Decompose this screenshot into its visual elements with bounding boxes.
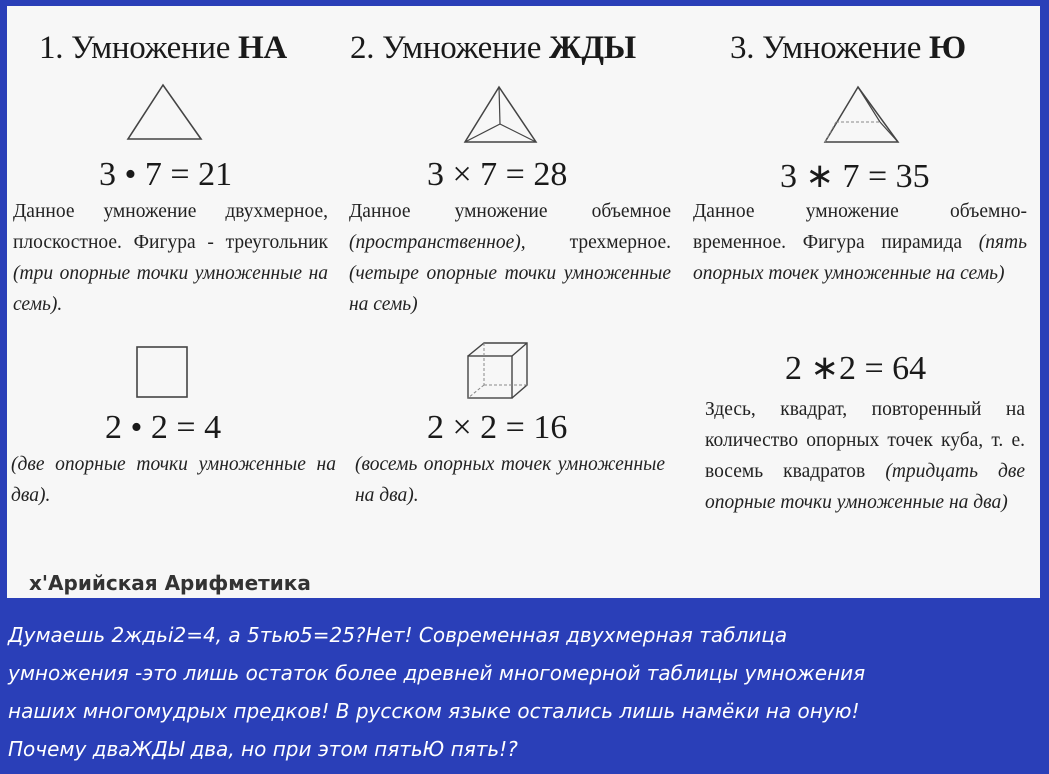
caption-line-1: Думаешь 2ждьі2=4, а 5тью5=25?Нет! Современная двухмерная таблица	[8, 623, 788, 647]
column-2-description-2-italic: (восемь опорных точек умноженные на два).	[355, 454, 665, 506]
column-3-title-prefix: 3. Умножение	[730, 30, 930, 66]
column-2-description-2	[355, 449, 665, 511]
column-1-title-bold: НА	[238, 30, 287, 66]
square-figure	[135, 345, 189, 399]
pyramid-figure	[822, 84, 902, 146]
column-2-description-1	[349, 196, 671, 320]
column-3-description-2-text: Здесь, квадрат, повторенный на количество опорных точек куба, т. е. восемь квадратов	[705, 399, 1025, 482]
column-3-title	[730, 30, 966, 67]
column-2-equation-1: 3 × 7 = 28	[427, 156, 568, 193]
column-2-title-prefix: 2. Умножение	[350, 30, 550, 66]
column-2-equation-2: 2 × 2 = 16	[427, 409, 568, 446]
brand-watermark: х'Арийская Арифметика	[29, 571, 311, 595]
column-1-title-prefix: 1. Умножение	[39, 30, 239, 66]
column-2-description-1-text-b: трехмерное.	[569, 232, 671, 253]
caption-line-2: умножения -это лишь остаток более древней многомерной таблицы умножения	[8, 661, 866, 685]
column-3-description-2	[705, 394, 1025, 518]
column-3-description-1	[693, 196, 1027, 289]
slide-panel	[7, 6, 1040, 598]
tetrahedron-figure	[462, 84, 540, 146]
column-1-description-1-text: Данное умножение двухмерное, плоскостное. Фигура - треугольник	[13, 201, 328, 253]
column-3-equation-2: 2 ∗2 = 64	[785, 350, 927, 387]
column-3-description-1-text: Данное умножение объемно-временное. Фигура пирамида	[693, 201, 1027, 253]
column-1-title	[39, 30, 287, 67]
caption-line-3: наших многомудрых предков! В русском языке остались лишь намёки на оную!	[8, 699, 860, 723]
column-2-description-1-italic-b: (четыре опорные точки умноженные на семь)	[349, 263, 671, 315]
column-2-title	[350, 30, 636, 67]
column-1-description-2-italic: (две опорные точки умноженные на два).	[11, 454, 336, 506]
column-3-equation-1: 3 ∗ 7 = 35	[780, 158, 930, 195]
column-2-description-1-text-a: Данное умножение объемное	[349, 201, 671, 222]
caption-line-4: Почему дваЖДЫ два, но при этом пятьЮ пять!?	[8, 737, 518, 761]
column-1-description-1-italic: (три опорные точки умноженные на семь).	[13, 263, 328, 315]
column-1-equation-2: 2 • 2 = 4	[105, 409, 222, 446]
column-3-description-1-italic: (пять опорных точек умноженные на семь)	[693, 232, 1027, 284]
caption-text	[8, 616, 1038, 768]
column-1-description-2	[11, 449, 336, 511]
column-1-description-1	[13, 196, 328, 320]
cube-figure	[465, 340, 531, 402]
triangle-figure	[125, 82, 205, 142]
column-3-title-bold: Ю	[929, 30, 966, 66]
column-3-description-2-italic: (тридцать две опорные точки умноженные на два)	[705, 461, 1025, 513]
column-2-description-1-italic-a: (пространственное),	[349, 232, 526, 253]
column-2-title-bold: ЖДЫ	[549, 30, 636, 66]
column-1-equation-1: 3 • 7 = 21	[99, 156, 233, 193]
